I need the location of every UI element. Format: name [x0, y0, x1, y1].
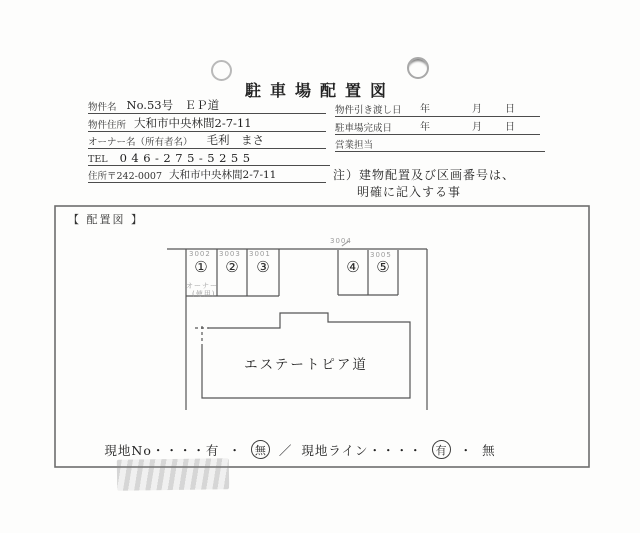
- site-check-row: [33, 440, 567, 459]
- field-completion-date: [335, 118, 540, 135]
- field-tel: [88, 149, 330, 166]
- field-property-address: [88, 115, 326, 132]
- day-placeholder: 日: [505, 122, 515, 133]
- handwritten-code-4: 3004: [330, 237, 352, 245]
- field-value: 大和市中央林間2-7-11: [169, 169, 277, 181]
- field-label: オーナー名（所有者名）: [88, 137, 193, 148]
- handwritten-code-1: 3002: [189, 250, 211, 258]
- month-placeholder: 月: [472, 122, 482, 133]
- section-label: 【 配置図 】: [68, 213, 144, 226]
- field-label: 住所〒242-0007: [88, 171, 163, 182]
- field-label: TEL: [88, 154, 108, 165]
- month-placeholder: 月: [472, 104, 482, 115]
- year-placeholder: 年: [420, 122, 430, 133]
- field-handover-date: [335, 100, 540, 117]
- note-line-1: 注）建物配置及び区画番号は、: [333, 168, 516, 182]
- site-no-label: 現地No・・・・有: [104, 442, 220, 458]
- stall-number-3: ③: [256, 258, 270, 276]
- field-label: 物件名: [88, 102, 117, 113]
- field-label: 物件住所: [88, 120, 127, 131]
- site-line-no-option: 無: [482, 442, 496, 458]
- owner-use-note: [186, 282, 218, 298]
- field-owner-name: [88, 132, 326, 149]
- dot-separator: ・: [459, 442, 474, 458]
- stall-number-1: ①: [194, 258, 208, 276]
- site-line-label: 現地ライン・・・・: [301, 442, 423, 458]
- field-owner-address: [88, 166, 326, 183]
- field-property-name: [88, 97, 326, 114]
- field-value: 毛利 まさ: [206, 133, 265, 147]
- day-placeholder: 日: [505, 104, 515, 115]
- field-sales-rep: [335, 135, 545, 152]
- field-label: 物件引き渡し日: [335, 105, 402, 116]
- site-line-answer-circled: 有: [432, 440, 451, 459]
- slash-separator: ／: [278, 442, 293, 458]
- field-label: 駐車場完成日: [335, 123, 393, 134]
- field-value: No.53号 ＥＰ道: [126, 98, 220, 112]
- handwritten-code-3: 3001: [249, 250, 271, 258]
- stall-number-4: ④: [346, 258, 360, 276]
- note-line-2: 明確に記入する事: [357, 185, 462, 199]
- stall-number-2: ②: [225, 258, 239, 276]
- layout-frame: [55, 206, 589, 467]
- correction-smudge: [117, 458, 229, 491]
- punch-hole-icon: [407, 57, 429, 79]
- site-no-answer-circled: 無: [251, 440, 270, 459]
- building-name-label: エステートピア道: [244, 357, 368, 373]
- handwritten-code-5: 3005: [370, 251, 392, 259]
- year-placeholder: 年: [420, 104, 430, 115]
- stall-number-5: ⑤: [376, 258, 390, 276]
- dot-separator: ・: [228, 442, 242, 458]
- owner-use-note-line2: (使用): [192, 290, 216, 298]
- field-value: 046-275-5255: [119, 151, 255, 165]
- field-label: 営業担当: [335, 140, 374, 151]
- field-value: 大和市中央林間2-7-11: [134, 116, 252, 130]
- page-title: 駐車場配置図: [244, 81, 395, 100]
- owner-use-note-line1: オーナー: [186, 282, 218, 290]
- handwritten-code-2: 3003: [219, 250, 241, 258]
